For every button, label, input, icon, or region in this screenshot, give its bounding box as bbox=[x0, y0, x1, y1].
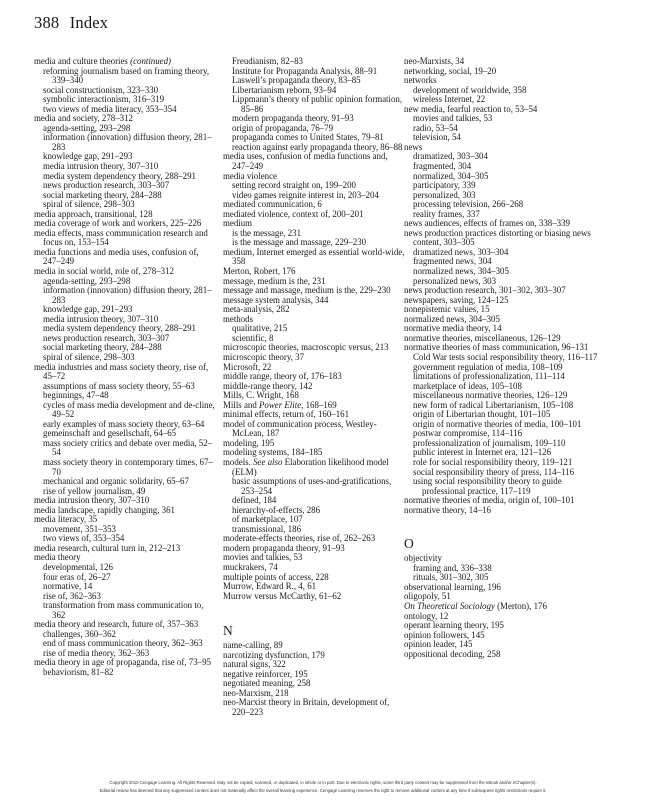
index-entry: minimal effects, return of, 160–161 bbox=[223, 409, 350, 420]
index-entry: name-calling, 89 bbox=[223, 640, 283, 651]
index-subentry: social marketing theory, 284–288 bbox=[43, 342, 162, 353]
index-entry: media industries and mass society theory, rise of, 45–72 bbox=[34, 361, 209, 382]
index-column-1 bbox=[34, 57, 216, 678]
index-subentry: mass society theory in contemporary times, 67–70 bbox=[43, 456, 213, 477]
index-entry: moderate-effects theories, rise of, 262–263 bbox=[223, 533, 376, 544]
index-subentry: cycles of mass media development and de-cline, 49–52 bbox=[43, 399, 215, 420]
index-entry: media uses, confusion of media functions and, 247–249 bbox=[223, 151, 388, 172]
index-subentry: using social responsibility theory to guide professional practice, 117–119 bbox=[413, 476, 562, 496]
index-subentry: government regulation of media, 108–109 bbox=[413, 361, 563, 372]
index-entry: Mills, C. Wright, 168 bbox=[223, 390, 299, 401]
index-entry: networking, social, 19–20 bbox=[404, 65, 497, 76]
index-entry: media and culture theories (continued) bbox=[34, 56, 172, 66]
index-subentry: rise of yellow journalism, 49 bbox=[43, 485, 146, 496]
index-entry: news bbox=[404, 141, 423, 152]
index-entry: methods bbox=[223, 313, 254, 324]
index-entry: normative theory, 14–16 bbox=[404, 504, 491, 515]
index-subentry: challenges, 360–362 bbox=[43, 628, 116, 639]
index-entry: media violence bbox=[223, 170, 277, 181]
index-subentry: setting record straight on, 199–200 bbox=[232, 180, 356, 191]
index-entry: media research, cultural turn in, 212–213 bbox=[34, 542, 181, 553]
index-entry: microscopic theory, 37 bbox=[223, 351, 305, 362]
index-entry: modeling systems, 184–185 bbox=[223, 447, 323, 458]
index-subentry: knowledge gap, 291–293 bbox=[43, 151, 133, 162]
index-entry: models. See also Elaboration likelihood model (ELM) bbox=[223, 456, 389, 477]
index-entry: negotiated meaning, 258 bbox=[223, 678, 311, 689]
index-entry: news production research, 301–302, 303–307 bbox=[404, 285, 566, 296]
index-subentry: radio, 53–54 bbox=[413, 122, 458, 133]
index-subentry: personalized, 303 bbox=[413, 189, 476, 200]
index-entry: normative theories of mass communication, 96–131 bbox=[404, 342, 589, 353]
index-subentry: role for social responsibility theory, 119–121 bbox=[413, 456, 573, 467]
index-subentry: social marketing theory, 284–288 bbox=[43, 189, 162, 200]
index-entry: objectivity bbox=[404, 553, 442, 564]
index-subentry: two views of, 353–354 bbox=[43, 533, 125, 544]
index-subentry: miscellaneous normative theories, 126–129 bbox=[413, 390, 568, 401]
index-subentry: spiral of silence, 298–303 bbox=[43, 351, 135, 362]
index-subentry: developmental, 126 bbox=[43, 561, 113, 572]
index-subentry: media system dependency theory, 288–291 bbox=[43, 170, 196, 181]
index-subentry: propaganda comes to United States, 79–81 bbox=[232, 132, 384, 143]
index-entry: narcotizing dysfunction, 179 bbox=[223, 649, 325, 660]
index-subentry: development of worldwide, 358 bbox=[413, 84, 527, 95]
index-subentry: defined, 184 bbox=[232, 495, 277, 506]
index-subentry: assumptions of mass society theory, 55–63 bbox=[43, 380, 195, 391]
index-subentry: movement, 351–353 bbox=[43, 523, 116, 534]
index-entry: muckrakers, 74 bbox=[223, 561, 278, 572]
index-entry: Merton, Robert, 176 bbox=[223, 266, 296, 277]
index-subentry: normative, 14 bbox=[43, 581, 93, 592]
index-subentry: reaction against early propaganda theory, 86–88 bbox=[232, 141, 403, 152]
index-subentry: social constructionism, 323–330 bbox=[43, 84, 159, 95]
index-subentry: symbolic interactionism, 316–319 bbox=[43, 94, 165, 105]
header-title: Index bbox=[69, 13, 109, 32]
index-entry: nonepistemic values, 15 bbox=[404, 304, 490, 315]
index-subentry: rise of, 362–363 bbox=[43, 590, 101, 601]
index-subentry: information (innovation) diffusion theory, 281–283 bbox=[43, 285, 212, 305]
index-entry: message system analysis, 344 bbox=[223, 294, 329, 305]
index-subentry: reforming journalism based on framing theory, 339–340 bbox=[43, 65, 210, 86]
index-subentry: fragmented news, 304 bbox=[413, 256, 492, 267]
index-subentry: early examples of mass society theory, 63–64 bbox=[43, 418, 205, 429]
index-entry: normalized news, 304–305 bbox=[404, 313, 500, 324]
index-subentry: media system dependency theory, 288–291 bbox=[43, 323, 196, 334]
index-entry: new media, fearful reaction to, 53–54 bbox=[404, 103, 538, 114]
index-entry: Microsoft, 22 bbox=[223, 361, 272, 372]
index-subentry: four eras of, 26–27 bbox=[43, 571, 111, 582]
index-subentry: dramatized, 303–304 bbox=[413, 151, 488, 162]
section-letter: N bbox=[223, 623, 233, 639]
index-column-3 bbox=[404, 57, 604, 659]
index-subentry: transformation from mass communication to, 362 bbox=[43, 600, 204, 620]
index-column-2 bbox=[223, 57, 405, 718]
index-entry: oligopoly, 51 bbox=[404, 591, 451, 602]
index-subentry: information (innovation) diffusion theory, 281–283 bbox=[43, 132, 212, 152]
index-entry: neo-Marxist theory in Britain, development of, 220–223 bbox=[223, 697, 390, 717]
index-subentry: public interest in Internet era, 121–126 bbox=[413, 447, 552, 458]
index-subentry: limitations of professionalization, 111–114 bbox=[413, 371, 565, 382]
index-entry: media theory bbox=[34, 552, 81, 563]
index-subentry: news production research, 303–307 bbox=[43, 332, 170, 343]
index-entry: news audiences, effects of frames on, 338–339 bbox=[404, 218, 570, 229]
index-subentry: origin of Libertarian thought, 101–105 bbox=[413, 409, 551, 420]
index-entry: negative reinforcer, 195 bbox=[223, 668, 308, 679]
index-subentry: video games reignite interest in, 203–204 bbox=[232, 189, 379, 200]
index-entry: mediated violence, context of, 200–201 bbox=[223, 208, 364, 219]
page-number: 388 bbox=[34, 13, 60, 32]
index-entry: meta-analysis, 282 bbox=[223, 304, 290, 315]
index-subentry: scientific, 8 bbox=[232, 332, 274, 343]
index-subentry: rise of media theory, 362–363 bbox=[43, 647, 150, 658]
index-subentry: marketplace of ideas, 105–108 bbox=[413, 380, 522, 391]
index-entry: medium bbox=[223, 218, 253, 229]
index-entry: modeling, 195 bbox=[223, 437, 275, 448]
index-entry: medium, Internet emerged as essential world-wide, 358 bbox=[223, 246, 405, 267]
index-subentry: agenda-setting, 293–298 bbox=[43, 122, 131, 133]
index-subentry: mechanical and organic solidarity, 65–67 bbox=[43, 476, 189, 487]
index-entry: model of communication process, Westley-McLean, 187 bbox=[223, 418, 377, 439]
index-entry: middle range, theory of, 176–183 bbox=[223, 371, 342, 382]
index-subentry: normalized, 304–305 bbox=[413, 170, 489, 181]
index-subentry: postwar compromise, 114–116 bbox=[413, 428, 523, 439]
index-subentry: reality frames, 337 bbox=[413, 208, 480, 219]
index-entry: media theory in age of propaganda, rise of, 73–95 bbox=[34, 657, 211, 668]
index-entry: microscopic theories, macroscopic versus, 213 bbox=[223, 342, 389, 353]
index-entry: Murrow versus McCarthy, 61–62 bbox=[223, 590, 342, 601]
index-subentry: origin of normative theories of media, 100–101 bbox=[413, 418, 582, 429]
index-subentry: behaviorism, 81–82 bbox=[43, 667, 114, 677]
index-entry: multiple points of access, 228 bbox=[223, 571, 329, 582]
index-subentry: dramatized news, 303–304 bbox=[413, 246, 509, 257]
index-entry: message and massage, medium is the, 229–230 bbox=[223, 285, 391, 296]
index-entry: observational learning, 196 bbox=[404, 581, 501, 592]
index-entry: natural signs, 322 bbox=[223, 659, 286, 670]
index-entry: media intrusion theory, 307–310 bbox=[34, 495, 150, 506]
running-header bbox=[34, 13, 108, 33]
editorial-notice: Editorial review has deemed that any suppressed content does not materially affect the overall learning experience. Cengage Learning reserves the right to remove additional content at any time if subsequent rights restrictions require it. bbox=[99, 788, 547, 793]
index-entry: movies and talkies, 53 bbox=[223, 552, 303, 563]
index-entry: media landscape, rapidly changing, 361 bbox=[34, 504, 175, 515]
index-subentry: beginnings, 47–48 bbox=[43, 390, 109, 401]
index-subentry: end of mass communication theory, 362–363 bbox=[43, 638, 203, 649]
index-subentry: social responsibility theory of press, 114–116 bbox=[413, 466, 575, 477]
index-subentry: wireless Internet, 22 bbox=[413, 94, 486, 105]
index-subentry: professionalization of journalism, 109–110 bbox=[413, 437, 566, 448]
index-entry: normative media theory, 14 bbox=[404, 323, 502, 334]
index-entry: media approach, transitional, 128 bbox=[34, 208, 153, 219]
index-entry: media theory and research, future of, 357–363 bbox=[34, 619, 199, 630]
index-subentry: is the message, 231 bbox=[232, 227, 302, 238]
index-entry: networks bbox=[404, 75, 437, 86]
index-entry: newspapers, saving, 124–125 bbox=[404, 294, 509, 305]
index-entry: media and society, 278–312 bbox=[34, 113, 133, 124]
index-subentry: basic assumptions of uses-and-gratifications, 253–254 bbox=[232, 476, 392, 496]
index-subentry: framing and, 336–338 bbox=[413, 562, 492, 573]
index-entry: media coverage of work and workers, 225–226 bbox=[34, 218, 202, 229]
index-subentry: modern propaganda theory, 91–93 bbox=[232, 113, 354, 124]
section-letter: O bbox=[404, 536, 414, 552]
index-entry: middle-range theory, 142 bbox=[223, 380, 313, 391]
index-entry: opinion leader, 145 bbox=[404, 639, 473, 650]
index-subentry: is the message and massage, 229–230 bbox=[232, 237, 367, 248]
index-subentry: fragmented, 304 bbox=[413, 161, 472, 172]
index-entry: message, medium is the, 231 bbox=[223, 275, 326, 286]
index-subentry: origin of propaganda, 76–79 bbox=[232, 122, 334, 133]
index-subentry: personalized news, 303 bbox=[413, 275, 497, 286]
index-entry: On Theoretical Sociology (Merton), 176 bbox=[404, 600, 547, 611]
index-subentry: Laswell’s propaganda theory, 83–85 bbox=[232, 75, 361, 86]
index-subentry: Lippmann’s theory of public opinion formation, 85–86 bbox=[232, 94, 403, 114]
index-subentry: hierarchy-of-effects, 286 bbox=[232, 504, 321, 515]
index-subentry: new form of radical Libertarianism, 105–108 bbox=[413, 399, 574, 410]
index-entry: normative theories of media, origin of, 100–101 bbox=[404, 495, 575, 506]
index-subentry: processing television, 266–268 bbox=[413, 199, 524, 210]
index-subentry: mass society critics and debate over media, 52–54 bbox=[43, 437, 213, 458]
index-subentry: Libertarianism reborn, 93–94 bbox=[232, 84, 337, 95]
index-subentry: movies and talkies, 53 bbox=[413, 113, 493, 124]
index-entry: operant learning theory, 195 bbox=[404, 620, 504, 631]
index-entry: media functions and media uses, confusion of, 247–249 bbox=[34, 246, 199, 267]
index-entry: news production practices distorting or biasing news content, 303–305 bbox=[404, 227, 591, 248]
index-entry: mediated communication, 6 bbox=[223, 199, 322, 210]
index-entry: normative theories, miscellaneous, 126–129 bbox=[404, 332, 561, 343]
index-entry: ontology, 12 bbox=[404, 610, 449, 621]
index-entry: oppositional decoding, 258 bbox=[404, 648, 501, 659]
index-subentry: rituals, 301–302, 305 bbox=[413, 572, 489, 583]
index-subentry: normalized news, 304–305 bbox=[413, 266, 509, 277]
index-subentry: two views of media literacy, 353–354 bbox=[43, 103, 177, 114]
index-subentry: television, 54 bbox=[413, 132, 461, 143]
index-entry: neo-Marxists, 34 bbox=[404, 56, 465, 66]
index-subentry: Freudianism, 82–83 bbox=[232, 56, 303, 66]
copyright-notice: Copyright 2010 Cengage Learning. All Rights Reserved. May not be copied, scanned, or duplicated, in whole or in part. Due to electronic rights, some third party content may be suppressed from the eBook and/or eChapter(s). bbox=[109, 780, 537, 785]
index-entry: Murrow, Edward R., 4, 61 bbox=[223, 581, 317, 592]
index-entry: modern propaganda theory, 91–93 bbox=[223, 542, 345, 553]
index-subentry: media intrusion theory, 307–310 bbox=[43, 313, 159, 324]
index-subentry: participatory, 339 bbox=[413, 180, 476, 191]
index-subentry: gemeinschaft and gesellschaft, 64–65 bbox=[43, 428, 177, 439]
index-subentry: spiral of silence, 298–303 bbox=[43, 199, 135, 210]
index-subentry: Institute for Propaganda Analysis, 88–91 bbox=[232, 65, 378, 76]
index-entry: Mills and Power Elite, 168–169 bbox=[223, 399, 337, 410]
index-subentry: of marketplace, 107 bbox=[232, 514, 303, 525]
index-entry: media literacy, 35 bbox=[34, 514, 98, 525]
index-entry: opinion followers, 145 bbox=[404, 629, 485, 640]
index-subentry: Cold War tests social responsibility theory, 116–117 bbox=[413, 351, 598, 362]
index-subentry: agenda-setting, 293–298 bbox=[43, 275, 131, 286]
index-subentry: news production research, 303–307 bbox=[43, 180, 170, 191]
index-entry: neo-Marxism, 218 bbox=[223, 687, 289, 698]
index-subentry: knowledge gap, 291–293 bbox=[43, 304, 133, 315]
index-subentry: transmissional, 186 bbox=[232, 523, 302, 534]
index-subentry: qualitative, 215 bbox=[232, 323, 288, 334]
index-entry: media in social world, role of, 278–312 bbox=[34, 266, 174, 277]
index-entry: media effects, mass communication research and focus on, 153–154 bbox=[34, 227, 208, 248]
index-subentry: media intrusion theory, 307–310 bbox=[43, 161, 159, 172]
